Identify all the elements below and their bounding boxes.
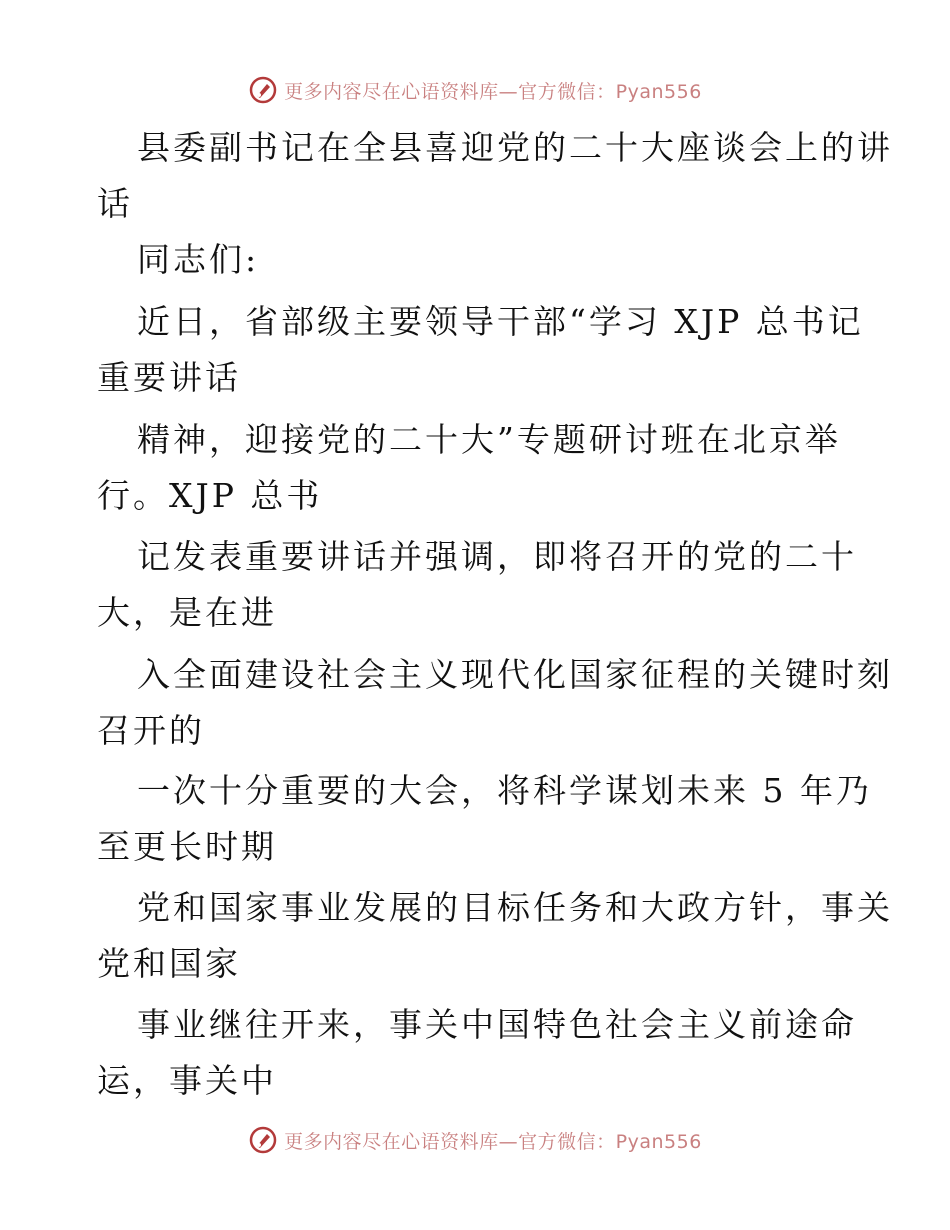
footer-watermark-banner — [0, 1120, 950, 1160]
watermark-text: 更多内容尽在心语资料库—官方微信：Pyan556 — [284, 80, 702, 103]
paragraph-line: 精神，迎接党的二十大”专题研讨班在北京举 — [137, 420, 841, 459]
paragraph-line: 事业继往开来，事关中国特色社会主义前途命 — [137, 1005, 857, 1044]
pen-seal-icon — [248, 1125, 278, 1155]
paragraph-line: 大，是在进 — [97, 593, 277, 632]
paragraph-line: 行。XJP 总书 — [97, 476, 323, 515]
paragraph-line: 运，事关中 — [97, 1061, 277, 1100]
paragraph-line: 近日，省部级主要领导干部“学习 XJP 总书记 — [137, 302, 864, 341]
title-line-2: 话 — [97, 184, 133, 223]
paragraph-line: 党和国家事业发展的目标任务和大政方针，事关 — [137, 888, 893, 927]
paragraph-line: 召开的 — [97, 711, 205, 750]
paragraph-line: 记发表重要讲话并强调，即将召开的党的二十 — [137, 537, 857, 576]
watermark-text: 更多内容尽在心语资料库—官方微信：Pyan556 — [284, 1130, 702, 1153]
title-line-1: 县委副书记在全县喜迎党的二十大座谈会上的讲 — [137, 128, 893, 167]
paragraph-line: 重要讲话 — [97, 358, 241, 397]
salutation: 同志们: — [137, 240, 260, 279]
paragraph-line: 一次十分重要的大会，将科学谋划未来 5 年乃 — [137, 771, 872, 810]
paragraph-line: 至更长时期 — [97, 827, 277, 866]
paragraph-line: 入全面建设社会主义现代化国家征程的关键时刻 — [137, 655, 893, 694]
paragraph-line: 党和国家 — [97, 944, 241, 983]
